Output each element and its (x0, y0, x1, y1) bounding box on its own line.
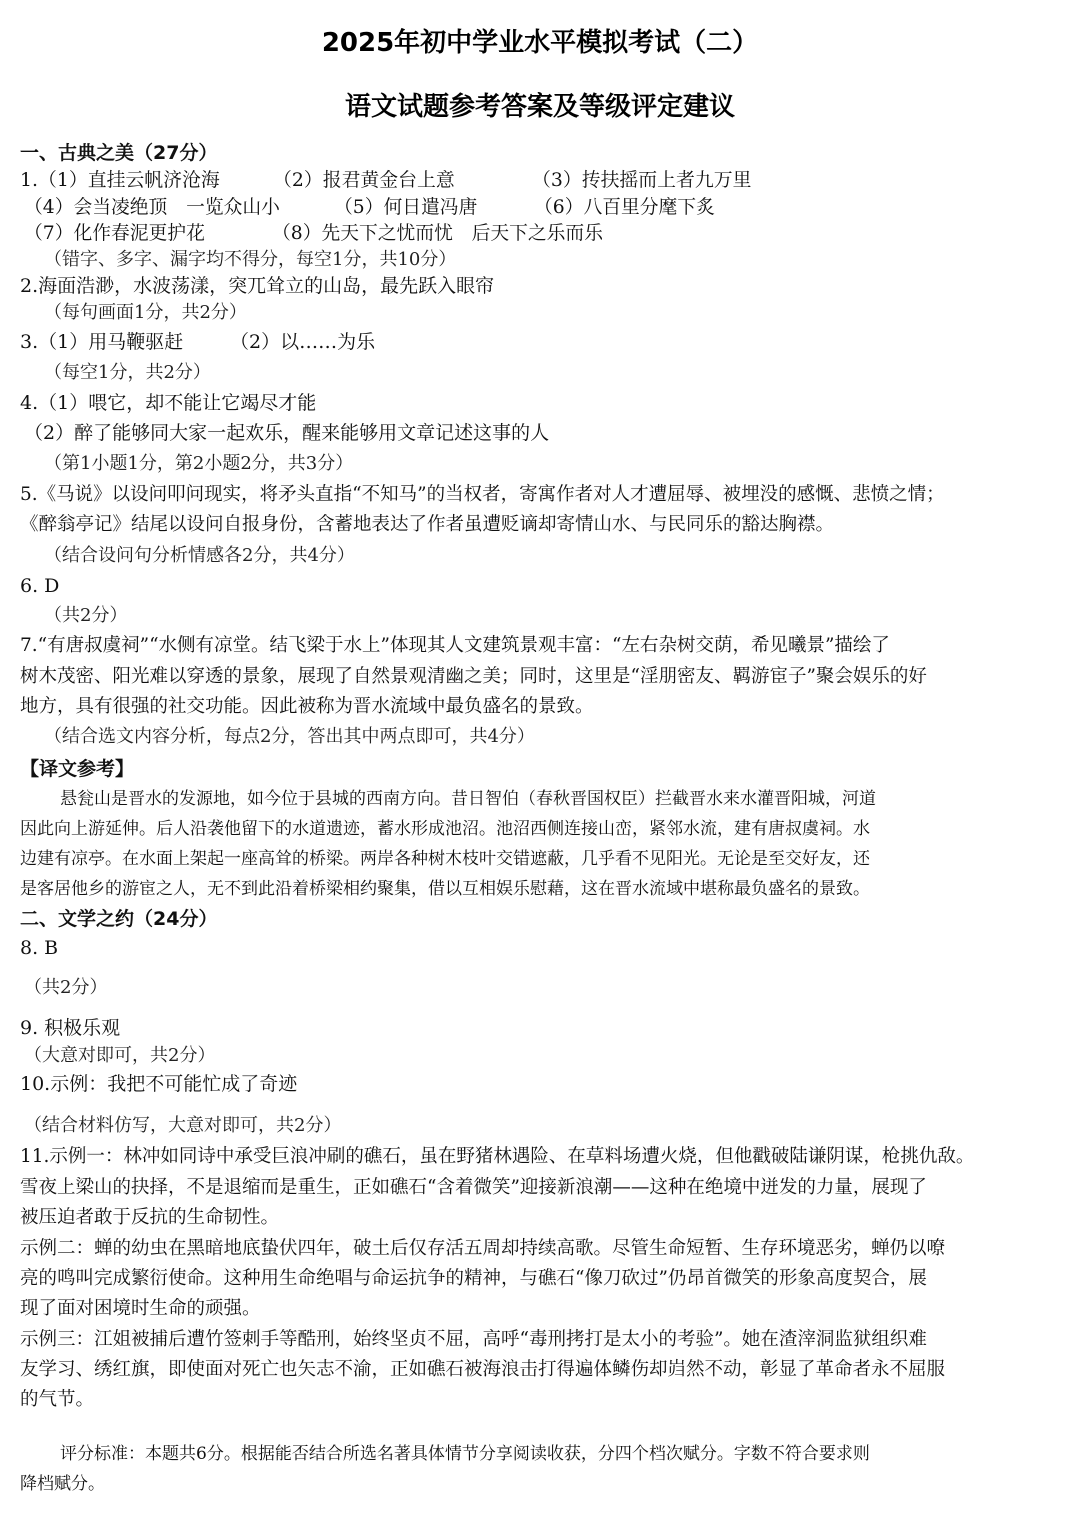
page-title: 2025年初中学业水平模拟考试（二） (321, 28, 759, 58)
q1-row-3 (24, 222, 1074, 246)
q11-example-2-line-2: 亮的鸣叫完成繁衍使命。这种用生命绝唱与命运抗争的精神，与礁石“像刀砍过”仍昂首微笑的形象高度契合，展 (20, 1268, 927, 1289)
q1-answer-8: （8）先天下之忧而忧 后天下之乐而乐 (272, 223, 603, 244)
q3-answers (20, 330, 620, 354)
q10-answer: 10.示例：我把不可能忙成了奇迹 (20, 1073, 298, 1095)
q4-answer-2: （2）醉了能够同大家一起欢乐，醒来能够用文章记述这事的人 (24, 422, 550, 444)
q11-example-1-line-2: 雪夜上梁山的抉择，不是退缩而是重生，正如礁石“含着微笑”迎接新浪潮——这种在绝境中迸发的力量，展现了 (20, 1177, 927, 1198)
q1-answer-2: （2）报君黄金台上意 (273, 169, 455, 191)
q1-answer-6: （6）八百里分麾下炙 (534, 197, 715, 218)
q9-scoring-note: （大意对即可，共2分） (24, 1045, 216, 1066)
q10-scoring-note: （结合材料仿写，大意对即可，共2分） (24, 1115, 342, 1136)
q3-answer-1: 3.（1）用马鞭驱赶 (20, 331, 184, 353)
q1-answer-7: （7）化作春泥更护花 (24, 223, 205, 244)
q5-scoring-note: （结合设问句分析情感各2分，共4分） (44, 545, 355, 566)
translation-line-2: 因此向上游延伸。后人沿袭他留下的水道遗迹，蓄水形成池沼。池沼西侧连接山峦，紧邻水流，建有唐叔虞祠。水 (20, 819, 870, 839)
q11-example-3-line-3: 的气节。 (20, 1389, 95, 1410)
q1-scoring-note: （错字、多字、漏字均不得分，每空1分，共10分） (44, 249, 457, 270)
q11-example-2-line-3: 现了面对困境时生命的顽强。 (20, 1298, 261, 1319)
q11-example-1-line-3: 被压迫者敢于反抗的生命韧性。 (20, 1207, 280, 1228)
q2-answer: 2.海面浩渺，水波荡漾，突兀耸立的山岛，最先跃入眼帘 (20, 275, 495, 297)
q1-answer-3: （3）抟扶摇而上者九万里 (532, 169, 752, 191)
q4-answer-1: 4.（1）喂它，却不能让它竭尽才能 (20, 392, 317, 414)
translation-line-4: 是客居他乡的游宦之人，无不到此沿着桥梁相约聚集，借以互相娱乐慰藉，这在晋水流域中堪称最负盛名的景致。 (20, 879, 870, 899)
q7-answer-line-3: 地方，具有很强的社交功能。因此被称为晋水流域中最负盛名的景致。 (20, 696, 594, 717)
q5-answer-line-2: 《醉翁亭记》结尾以设问自报身份，含蓄地表达了作者虽遭贬谪却寄情山水、与民同乐的豁达胸襟。 (20, 514, 835, 535)
q1-answer-4: （4）会当凌绝顶 一览众山小 (24, 197, 280, 218)
translation-line-3: 边建有凉亭。在水面上架起一座高耸的桥梁。两岸各种树木枝叶交错遮蔽，几乎看不见阳光。无论是至交好友，还 (20, 849, 870, 869)
q11-example-2-line-1: 示例二：蝉的幼虫在黑暗地底蛰伏四年，破土后仅存活五周却持续高歌。尽管生命短暂、生存环境恶劣，蝉仍以嘹 (20, 1238, 946, 1259)
page-subtitle: 语文试题参考答案及等级评定建议 (344, 92, 735, 122)
q11-example-1-line-1: 11.示例一：林冲如同诗中承受巨浪冲刷的礁石，虽在野猪林遇险、在草料场遭火烧，但他戳破陆谦阴谋，枪挑仇敌。 (20, 1146, 975, 1167)
q6-answer: 6. D (20, 575, 60, 597)
q8-scoring-note: （共2分） (24, 977, 108, 998)
q7-answer-line-1: 7.“有唐叔虞祠”“水侧有凉堂。结飞梁于水上”体现其人文建筑景观丰富：“左右杂树交荫，希见曦景”描绘了 (20, 635, 890, 656)
q7-scoring-note: （结合选文内容分析，每点2分，答出其中两点即可，共4分） (44, 726, 535, 747)
section-heading-classical: 一、古典之美（27分） (20, 142, 218, 164)
translation-line-1: 悬瓮山是晋水的发源地，如今位于县城的西南方向。昔日智伯（春秋晋国权臣）拦截晋水来水灌晋阳城，河道 (60, 789, 876, 809)
scoring-criteria-line-2: 降档赋分。 (20, 1474, 105, 1494)
translation-heading: 【译文参考】 (20, 758, 135, 780)
q1-row-1 (20, 168, 1070, 192)
q1-answer-5: （5）何日遣冯唐 (334, 197, 478, 218)
scoring-criteria-line-1: 评分标准：本题共6分。根据能否结合所选名著具体情节分享阅读收获，分四个档次赋分。字数不符合要求则 (60, 1444, 870, 1464)
q11-example-3-line-2: 友学习、绣红旗，即使面对死亡也矢志不渝，正如礁石被海浪击打得遍体鳞伤却岿然不动，彰显了革命者永不屈服 (20, 1359, 946, 1380)
q4-scoring-note: （第1小题1分，第2小题2分，共3分） (44, 453, 354, 474)
q8-answer: 8. B (20, 937, 59, 959)
section-heading-literature: 二、文学之约（24分） (20, 908, 218, 930)
q7-answer-line-2: 树木茂密、阳光难以穿透的景象，展现了自然景观清幽之美；同时，这里是“淫朋密友、羁游宦子”聚会娱乐的好 (20, 666, 927, 687)
q6-scoring-note: （共2分） (44, 605, 128, 626)
q11-example-3-line-1: 示例三：江姐被捕后遭竹签刺手等酷刑，始终坚贞不屈，高呼“毒刑拷打是太小的考验”。她在渣滓洞监狱组织难 (20, 1329, 927, 1350)
q1-answer-1: 1.（1）直挂云帆济沧海 (20, 169, 220, 191)
q9-answer: 9. 积极乐观 (20, 1017, 121, 1039)
q3-answer-2: （2）以……为乐 (230, 331, 376, 353)
q5-answer-line-1: 5.《马说》以设问叩问现实，将矛头直指“不知马”的当权者，寄寓作者对人才遭屈辱、被埋没的感慨、悲愤之情； (20, 484, 945, 505)
q1-row-2 (24, 196, 1074, 220)
q3-scoring-note: （每空1分，共2分） (44, 362, 211, 383)
q2-scoring-note: （每句画面1分，共2分） (44, 302, 247, 323)
